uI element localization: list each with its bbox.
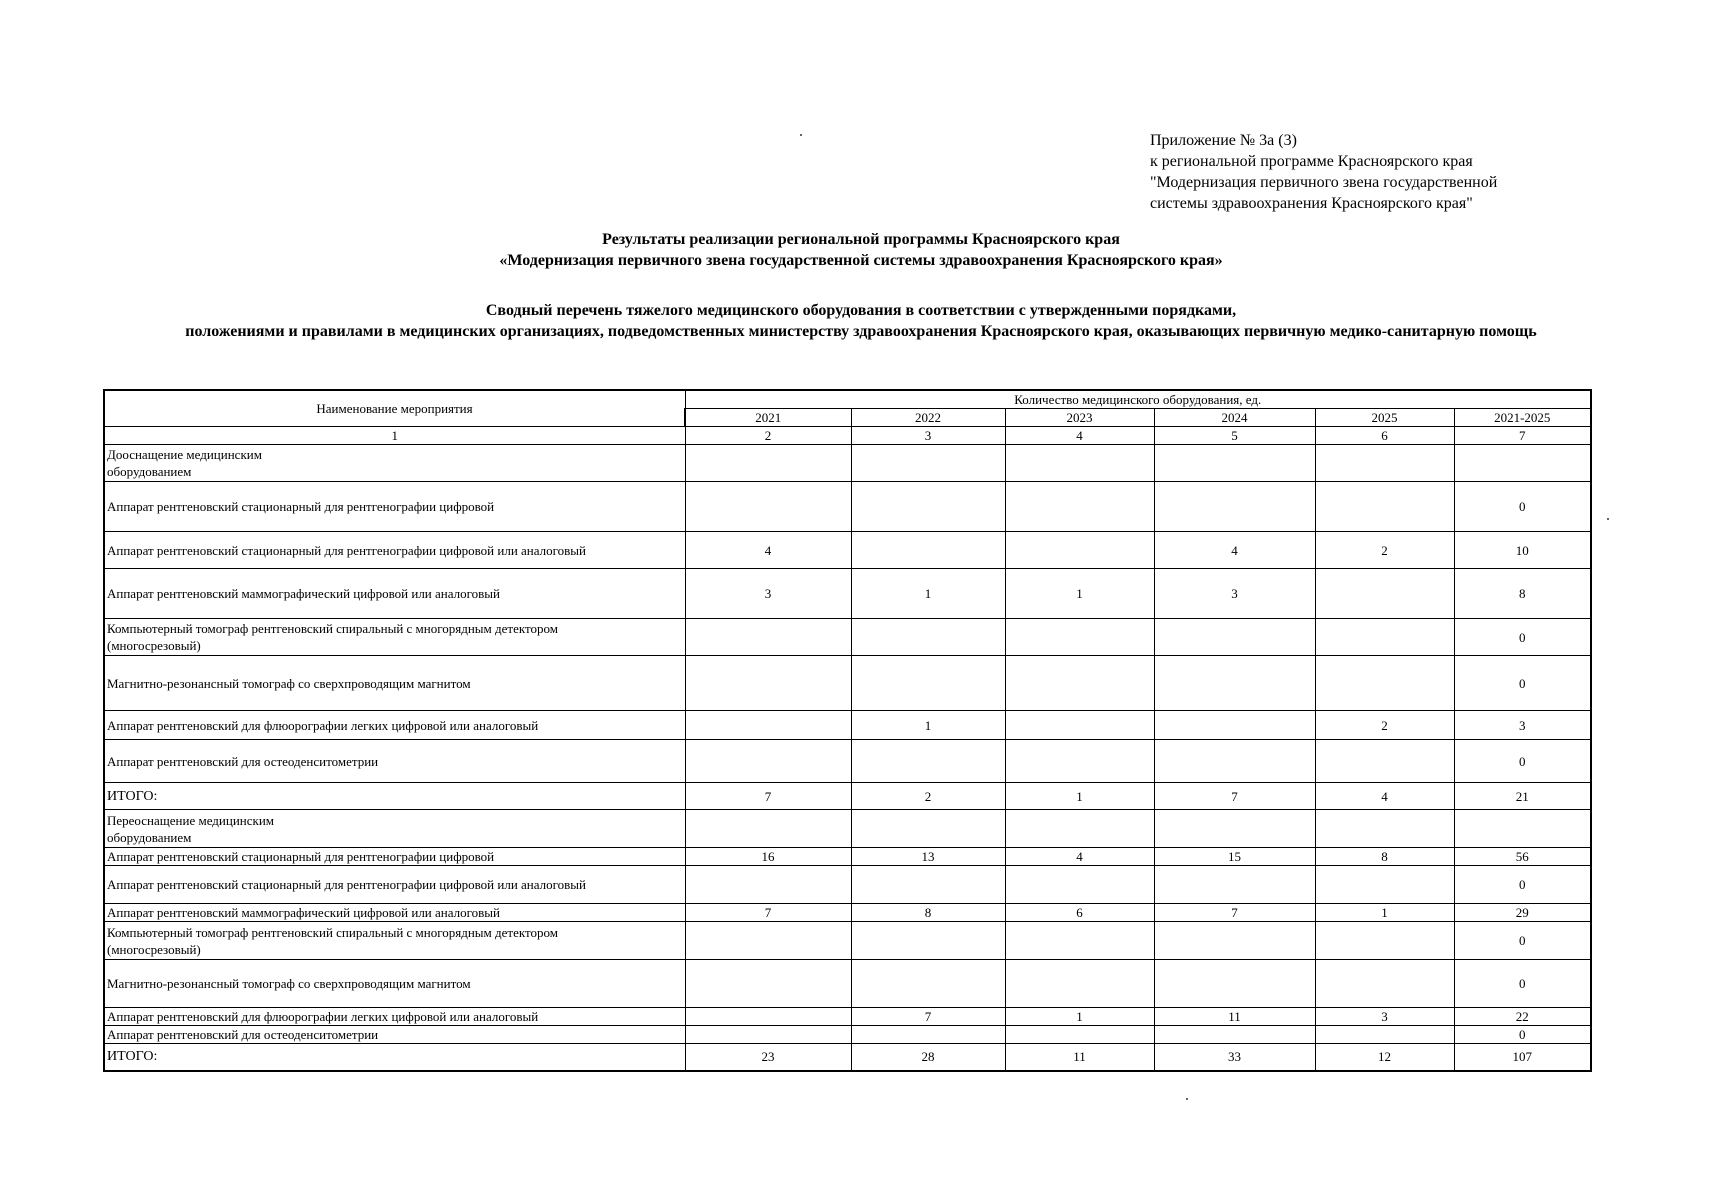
header-year: 2024 bbox=[1154, 409, 1315, 427]
value-cell bbox=[851, 922, 1005, 960]
header-year: 2021 bbox=[685, 409, 851, 427]
row-name-line: Аппарат рентгеновский для флюорографии легких цифровой или аналоговый bbox=[107, 1009, 539, 1024]
value-cell: 2 bbox=[851, 783, 1005, 810]
table-row bbox=[104, 482, 1591, 532]
appendix-line: системы здравоохранения Красноярского края" bbox=[1150, 195, 1473, 212]
appendix-note bbox=[1150, 130, 1690, 214]
table-row bbox=[104, 656, 1591, 711]
column-number: 4 bbox=[1005, 427, 1154, 445]
table-row bbox=[104, 711, 1591, 740]
row-name-cell bbox=[104, 619, 685, 656]
row-name-line: Аппарат рентгеновский для остеоденситометрии bbox=[107, 753, 379, 769]
row-name-line: Компьютерный томограф рентгеновский спиральный с многорядным детектором bbox=[107, 924, 558, 940]
value-cell: 1 bbox=[1315, 904, 1454, 922]
value-cell: 4 bbox=[685, 532, 851, 569]
value-cell: 3 bbox=[1154, 569, 1315, 619]
value-cell: 7 bbox=[1154, 904, 1315, 922]
value-cell: 23 bbox=[685, 1044, 851, 1071]
value-cell bbox=[685, 656, 851, 711]
value-cell bbox=[1154, 960, 1315, 1008]
value-cell bbox=[1315, 569, 1454, 619]
value-cell bbox=[1154, 656, 1315, 711]
value-cell: 1 bbox=[1005, 1008, 1154, 1026]
scan-speck bbox=[800, 134, 802, 136]
row-name-line: Магнитно-резонансный томограф со сверхпроводящим магнитом bbox=[107, 976, 471, 991]
value-cell: 16 bbox=[685, 848, 851, 866]
row-name-line: Магнитно-резонансный томограф со сверхпроводящим магнитом bbox=[107, 675, 471, 691]
row-name-line: Аппарат рентгеновский стационарный для рентгенографии цифровой bbox=[107, 499, 495, 514]
row-name-cell bbox=[104, 445, 685, 482]
value-cell bbox=[1005, 711, 1154, 740]
scan-speck bbox=[1607, 518, 1609, 520]
value-cell bbox=[1315, 810, 1454, 848]
value-cell: 0 bbox=[1454, 656, 1591, 711]
value-cell: 21 bbox=[1454, 783, 1591, 810]
value-cell bbox=[685, 445, 851, 482]
value-cell bbox=[1315, 656, 1454, 711]
value-cell bbox=[685, 922, 851, 960]
column-number: 3 bbox=[851, 427, 1005, 445]
value-cell bbox=[851, 445, 1005, 482]
value-cell bbox=[1005, 482, 1154, 532]
table-body bbox=[104, 445, 1591, 1071]
table-row bbox=[104, 1008, 1591, 1026]
title-line: Результаты реализации региональной программы Красноярского края bbox=[602, 231, 1120, 248]
value-cell bbox=[851, 619, 1005, 656]
value-cell bbox=[685, 711, 851, 740]
row-name-cell bbox=[104, 711, 685, 740]
value-cell bbox=[1154, 866, 1315, 904]
row-name-cell bbox=[104, 848, 685, 866]
row-name-line: Аппарат рентгеновский маммографический цифровой или аналоговый bbox=[107, 905, 500, 920]
row-name-cell bbox=[104, 569, 685, 619]
row-name-cell bbox=[104, 1044, 685, 1071]
value-cell: 1 bbox=[851, 711, 1005, 740]
value-cell bbox=[1154, 619, 1315, 656]
table-row bbox=[104, 904, 1591, 922]
value-cell bbox=[851, 960, 1005, 1008]
value-cell: 11 bbox=[1005, 1044, 1154, 1071]
value-cell bbox=[851, 866, 1005, 904]
value-cell: 0 bbox=[1454, 740, 1591, 783]
value-cell: 28 bbox=[851, 1044, 1005, 1071]
document-subtitle bbox=[0, 300, 1722, 342]
value-cell: 2 bbox=[1315, 711, 1454, 740]
row-name-line: оборудованием bbox=[107, 829, 192, 845]
row-name-cell bbox=[104, 1026, 685, 1044]
value-cell: 56 bbox=[1454, 848, 1591, 866]
table-row bbox=[104, 532, 1591, 569]
value-cell: 8 bbox=[851, 904, 1005, 922]
equipment-table bbox=[103, 389, 1592, 1072]
value-cell bbox=[1005, 532, 1154, 569]
value-cell bbox=[1154, 922, 1315, 960]
value-cell bbox=[851, 656, 1005, 711]
value-cell bbox=[1005, 445, 1154, 482]
row-name-line: Аппарат рентгеновский для остеоденситометрии bbox=[107, 1027, 379, 1042]
value-cell bbox=[1005, 866, 1154, 904]
value-cell: 10 bbox=[1454, 532, 1591, 569]
row-name-cell bbox=[104, 482, 685, 532]
value-cell: 2 bbox=[1315, 532, 1454, 569]
column-number: 1 bbox=[104, 427, 685, 445]
header-name: Наименование мероприятия bbox=[104, 390, 685, 427]
table-row bbox=[104, 848, 1591, 866]
row-name-line: Дооснащение медицинским bbox=[107, 447, 262, 462]
table-row bbox=[104, 1044, 1591, 1071]
row-name-cell bbox=[104, 740, 685, 783]
value-cell bbox=[1315, 960, 1454, 1008]
value-cell: 7 bbox=[685, 783, 851, 810]
row-name-cell bbox=[104, 656, 685, 711]
value-cell bbox=[851, 810, 1005, 848]
row-name-line: Аппарат рентгеновский стационарный для рентгенографии цифровой bbox=[107, 849, 495, 864]
column-number: 5 bbox=[1154, 427, 1315, 445]
value-cell bbox=[1005, 656, 1154, 711]
row-name-line: оборудованием bbox=[107, 464, 192, 479]
value-cell: 6 bbox=[1005, 904, 1154, 922]
value-cell bbox=[851, 482, 1005, 532]
appendix-line: Приложение № 3а (3) bbox=[1150, 132, 1297, 149]
header-year: 2023 bbox=[1005, 409, 1154, 427]
value-cell bbox=[1005, 960, 1154, 1008]
scan-speck bbox=[1186, 1098, 1188, 1100]
appendix-line: "Модернизация первичного звена государственной bbox=[1150, 174, 1498, 191]
value-cell: 0 bbox=[1454, 922, 1591, 960]
row-name-line: Переоснащение медицинским bbox=[107, 812, 275, 828]
value-cell bbox=[1005, 810, 1154, 848]
value-cell bbox=[1315, 482, 1454, 532]
value-cell: 15 bbox=[1154, 848, 1315, 866]
row-name-cell bbox=[104, 532, 685, 569]
column-number: 6 bbox=[1315, 427, 1454, 445]
value-cell bbox=[685, 1026, 851, 1044]
value-cell: 4 bbox=[1005, 848, 1154, 866]
row-name-cell bbox=[104, 866, 685, 904]
value-cell: 1 bbox=[1005, 569, 1154, 619]
row-name-line: (многосрезовый) bbox=[107, 638, 201, 653]
value-cell: 4 bbox=[1154, 532, 1315, 569]
value-cell: 11 bbox=[1154, 1008, 1315, 1026]
value-cell: 0 bbox=[1454, 619, 1591, 656]
value-cell bbox=[1154, 445, 1315, 482]
value-cell: 13 bbox=[851, 848, 1005, 866]
value-cell bbox=[685, 740, 851, 783]
row-name-line: (многосрезовый) bbox=[107, 941, 201, 957]
subtitle-line: Сводный перечень тяжелого медицинского оборудования в соответствии с утвержденными порядками, bbox=[485, 302, 1237, 319]
row-name-line: Аппарат рентгеновский для флюорографии легких цифровой или аналоговый bbox=[107, 717, 539, 733]
value-cell bbox=[851, 1026, 1005, 1044]
table-row bbox=[104, 619, 1591, 656]
value-cell bbox=[851, 740, 1005, 783]
value-cell bbox=[1154, 711, 1315, 740]
value-cell bbox=[1154, 1026, 1315, 1044]
column-number: 2 bbox=[685, 427, 851, 445]
value-cell bbox=[1315, 740, 1454, 783]
value-cell: 0 bbox=[1454, 866, 1591, 904]
value-cell: 0 bbox=[1454, 482, 1591, 532]
value-cell bbox=[1005, 619, 1154, 656]
value-cell: 1 bbox=[1005, 783, 1154, 810]
value-cell bbox=[1454, 445, 1591, 482]
value-cell: 0 bbox=[1454, 960, 1591, 1008]
row-name-line: Аппарат рентгеновский стационарный для рентгенографии цифровой или аналоговый bbox=[107, 877, 586, 892]
value-cell bbox=[1154, 810, 1315, 848]
value-cell: 107 bbox=[1454, 1044, 1591, 1071]
value-cell bbox=[685, 482, 851, 532]
value-cell: 3 bbox=[685, 569, 851, 619]
value-cell: 4 bbox=[1315, 783, 1454, 810]
row-name-cell bbox=[104, 810, 685, 848]
table-row bbox=[104, 740, 1591, 783]
table-row bbox=[104, 810, 1591, 848]
row-name-cell bbox=[104, 783, 685, 810]
value-cell bbox=[1005, 1026, 1154, 1044]
value-cell bbox=[1005, 740, 1154, 783]
value-cell bbox=[1454, 810, 1591, 848]
row-name-line: Аппарат рентгеновский маммографический цифровой или аналоговый bbox=[107, 586, 500, 601]
row-name-line: ИТОГО: bbox=[107, 788, 158, 804]
table-row bbox=[104, 569, 1591, 619]
row-name-cell bbox=[104, 904, 685, 922]
value-cell: 7 bbox=[685, 904, 851, 922]
value-cell bbox=[1005, 922, 1154, 960]
value-cell bbox=[1154, 740, 1315, 783]
value-cell bbox=[1315, 619, 1454, 656]
value-cell bbox=[1315, 1026, 1454, 1044]
column-number: 7 bbox=[1454, 427, 1591, 445]
value-cell: 3 bbox=[1454, 711, 1591, 740]
value-cell bbox=[685, 810, 851, 848]
value-cell: 33 bbox=[1154, 1044, 1315, 1071]
header-year: 2021-2025 bbox=[1454, 409, 1591, 427]
value-cell: 12 bbox=[1315, 1044, 1454, 1071]
value-cell bbox=[1315, 922, 1454, 960]
value-cell bbox=[685, 619, 851, 656]
table-row bbox=[104, 922, 1591, 960]
value-cell: 0 bbox=[1454, 1026, 1591, 1044]
value-cell: 22 bbox=[1454, 1008, 1591, 1026]
appendix-line: к региональной программе Красноярского края bbox=[1150, 153, 1473, 170]
table-row bbox=[104, 783, 1591, 810]
value-cell: 7 bbox=[851, 1008, 1005, 1026]
title-line: «Модернизация первичного звена государственной системы здравоохранения Красноярского края» bbox=[499, 252, 1223, 269]
value-cell: 1 bbox=[851, 569, 1005, 619]
value-cell bbox=[1154, 482, 1315, 532]
value-cell bbox=[851, 532, 1005, 569]
table-row bbox=[104, 960, 1591, 1008]
header-year: 2025 bbox=[1315, 409, 1454, 427]
value-cell bbox=[685, 960, 851, 1008]
value-cell bbox=[1315, 445, 1454, 482]
table-row bbox=[104, 1026, 1591, 1044]
value-cell bbox=[685, 866, 851, 904]
row-name-cell bbox=[104, 922, 685, 960]
table-row bbox=[104, 445, 1591, 482]
value-cell bbox=[1315, 866, 1454, 904]
row-name-cell bbox=[104, 1008, 685, 1026]
row-name-line: ИТОГО: bbox=[107, 1049, 158, 1065]
header-year: 2022 bbox=[851, 409, 1005, 427]
row-name-line: Компьютерный томограф рентгеновский спиральный с многорядным детектором bbox=[107, 621, 558, 636]
value-cell bbox=[685, 1008, 851, 1026]
table-row bbox=[104, 866, 1591, 904]
row-name-line: Аппарат рентгеновский стационарный для рентгенографии цифровой или аналоговый bbox=[107, 542, 586, 558]
header-group: Количество медицинского оборудования, ед. bbox=[685, 390, 1591, 409]
value-cell: 8 bbox=[1454, 569, 1591, 619]
subtitle-line: положениями и правилами в медицинских организациях, подведомственных министерству здравоохранения Красноярского края, оказывающих первичную медико-санитарную помощь bbox=[185, 323, 1537, 340]
value-cell: 3 bbox=[1315, 1008, 1454, 1026]
row-name-cell bbox=[104, 960, 685, 1008]
value-cell: 7 bbox=[1154, 783, 1315, 810]
value-cell: 8 bbox=[1315, 848, 1454, 866]
value-cell: 29 bbox=[1454, 904, 1591, 922]
document-title bbox=[0, 229, 1722, 271]
